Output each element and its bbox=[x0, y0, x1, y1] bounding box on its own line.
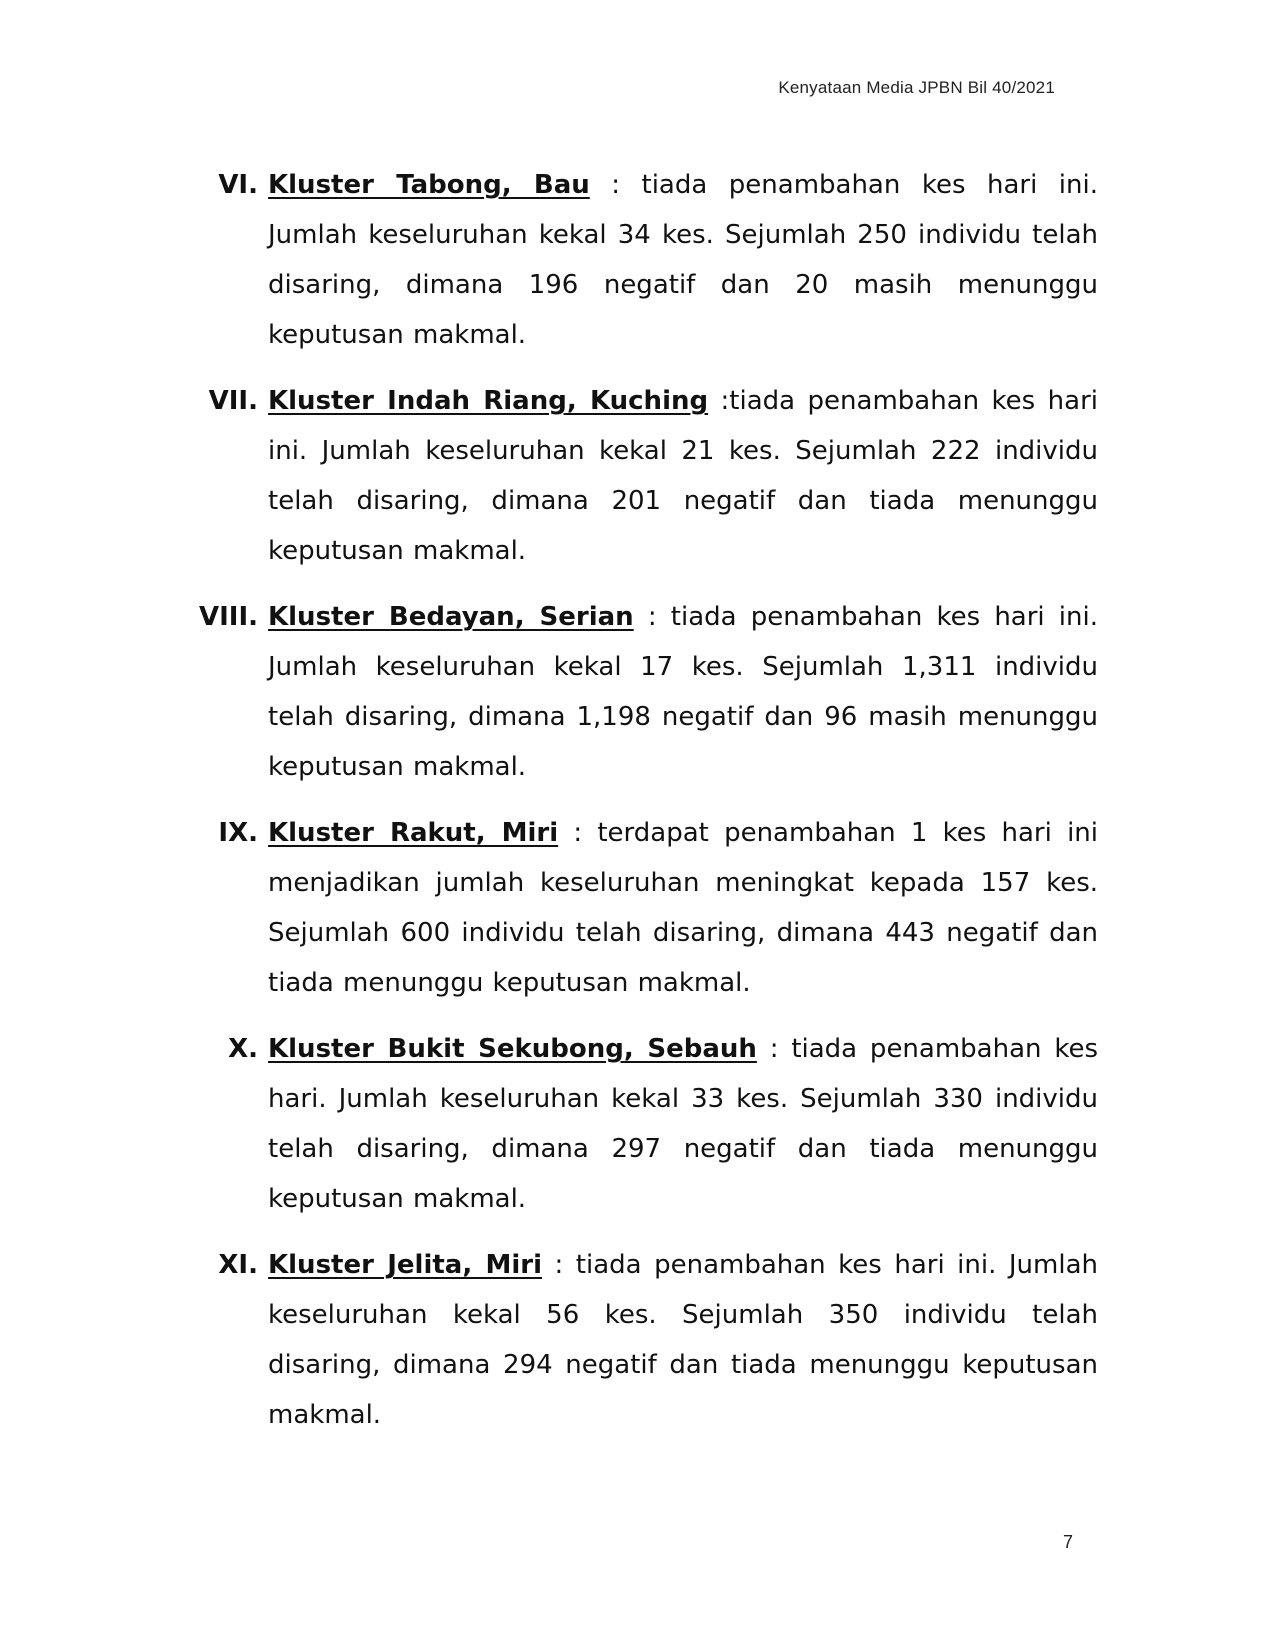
list-item bbox=[0, 376, 1275, 576]
list-item-paragraph bbox=[268, 808, 1098, 1008]
list-item bbox=[0, 1024, 1275, 1224]
list-item bbox=[0, 160, 1275, 360]
cluster-description: : terdapat penambahan 1 kes hari ini menjadikan jumlah keseluruhan meningkat kepada 157 kes. Sejumlah 600 individu telah disaring, dimana 443 negatif dan tiada menunggu keputusan makmal. bbox=[268, 818, 1098, 998]
cluster-description: : tiada penambahan kes hari ini. Jumlah keseluruhan kekal 34 kes. Sejumlah 250 individu telah disaring, dimana 196 negatif dan 20 masih menunggu keputusan makmal. bbox=[268, 170, 1098, 350]
cluster-description: : tiada penambahan kes hari. Jumlah keseluruhan kekal 33 kes. Sejumlah 330 individu telah disaring, dimana 297 negatif dan tiada menunggu keputusan makmal. bbox=[268, 1034, 1098, 1214]
cluster-description: : tiada penambahan kes hari ini. Jumlah keseluruhan kekal 17 kes. Sejumlah 1,311 individu telah disaring, dimana 1,198 negatif dan 96 masih menunggu keputusan makmal. bbox=[268, 602, 1098, 782]
list-item bbox=[0, 1240, 1275, 1440]
cluster-title: Kluster Jelita, Miri bbox=[268, 1250, 543, 1280]
list-item-paragraph bbox=[268, 1240, 1098, 1440]
cluster-title: Kluster Tabong, Bau bbox=[268, 170, 590, 200]
list-item-numeral: IX. bbox=[218, 818, 258, 848]
cluster-title: Kluster Rakut, Miri bbox=[268, 818, 559, 848]
cluster-title: Kluster Bedayan, Serian bbox=[268, 602, 634, 632]
list-item-numeral: VII. bbox=[208, 386, 258, 416]
list-item-paragraph bbox=[268, 376, 1098, 576]
list-item-paragraph bbox=[268, 1024, 1098, 1224]
cluster-title: Kluster Indah Riang, Kuching bbox=[268, 386, 709, 416]
cluster-list bbox=[0, 160, 1275, 1456]
page-number: 7 bbox=[1062, 1532, 1073, 1552]
list-item-numeral: X. bbox=[228, 1034, 258, 1064]
list-item-paragraph bbox=[268, 160, 1098, 360]
cluster-title: Kluster Bukit Sekubong, Sebauh bbox=[268, 1034, 757, 1064]
list-item-numeral: VI. bbox=[218, 170, 258, 200]
list-item bbox=[0, 592, 1275, 792]
list-item-numeral: VIII. bbox=[198, 602, 258, 632]
cluster-description: :tiada penambahan kes hari ini. Jumlah keseluruhan kekal 21 kes. Sejumlah 222 individu telah disaring, dimana 201 negatif dan tiada menunggu keputusan makmal. bbox=[268, 386, 1098, 566]
document-reference-header: Kenyataan Media JPBN Bil 40/2021 bbox=[778, 78, 1055, 97]
list-item bbox=[0, 808, 1275, 1008]
cluster-description: : tiada penambahan kes hari ini. Jumlah keseluruhan kekal 56 kes. Sejumlah 350 individu telah disaring, dimana 294 negatif dan tiada menunggu keputusan makmal. bbox=[268, 1250, 1098, 1430]
list-item-numeral: XI. bbox=[218, 1250, 258, 1280]
list-item-paragraph bbox=[268, 592, 1098, 792]
